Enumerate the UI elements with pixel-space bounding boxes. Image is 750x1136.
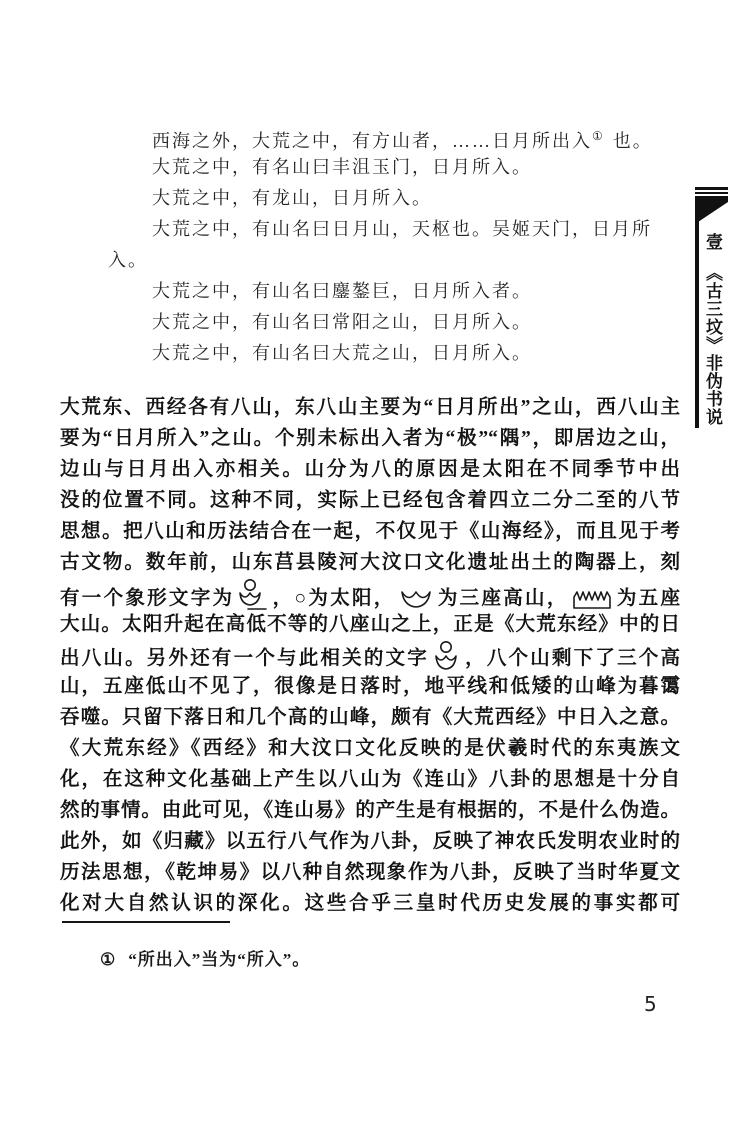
- body-text: ，○为太阳，: [270, 588, 396, 609]
- quote-line: 大荒之中，有山名曰大荒之山，日月所入。: [152, 343, 532, 363]
- body-text: 出八山。另外还有一个与此相关的文字: [60, 648, 429, 669]
- chapter-title: 《古三坟》非伪书说: [703, 264, 722, 426]
- body-line: 大荒东、西经各有八山，东八山主要为“日月所出”之山，西八山主: [60, 397, 680, 418]
- footnote-ref-marker: ①: [592, 129, 603, 143]
- body-text: ，八个山剩下了三个高: [462, 648, 680, 669]
- body-line: 古文物。数年前，山东莒县陵河大汶口文化遗址出土的陶器上，刻: [60, 552, 680, 573]
- body-text: 为三座高山，: [435, 588, 569, 609]
- five-peak-mountain-glyph-icon: [572, 586, 612, 610]
- quote-text: 西海之外，大荒之中，有方山者，……日月所出入: [152, 131, 592, 151]
- body-line: 吞噬。只留下落日和几个高的山峰，颇有《大荒西经》中日入之意。: [60, 707, 680, 728]
- quote-block: [108, 121, 693, 369]
- quote-line: 大荒之中，有龙山，日月所入。: [152, 188, 432, 208]
- dawenkou-sun-fire-mountain-glyph-icon: [237, 578, 267, 610]
- body-text: 为五座: [614, 588, 680, 609]
- quote-line: 大荒之中，有山名曰鏖鏊巨，日月所入者。: [152, 281, 532, 301]
- body-line: 大山。太阳升起在高低不等的八座山之上，正是《大荒东经》中的日: [60, 614, 680, 635]
- footnote-divider: [62, 921, 230, 923]
- footnote-text: “所出入”当为“所入”。: [128, 950, 311, 969]
- sidebar-top-rule: [695, 187, 728, 190]
- body-line: 化，在这种文化基础上产生以八山为《连山》八卦的思想是十分自: [60, 769, 680, 790]
- body-line: 然的事情。由此可见，《连山易》的产生是有根据的，不是什么伪造。: [60, 800, 680, 821]
- body-line: 边山与日月出入亦相关。山分为八的原因是太阳在不同季节中出: [60, 459, 680, 480]
- quote-line-continuation: 入。: [108, 250, 148, 270]
- body-line: 没的位置不同。这种不同，实际上已经包含着四立二分二至的八节: [60, 490, 680, 511]
- sidebar-vertical-rule: [695, 196, 699, 428]
- quote-line: [108, 121, 693, 152]
- quote-line: 大荒之中，有山名曰日月山，天枢也。吴姬天门，日月所: [152, 219, 652, 239]
- body-line: 山，五座低山不见了，很像是日落时，地平线和低矮的山峰为暮霭: [60, 676, 680, 697]
- sun-over-three-mountains-glyph-icon: [432, 640, 460, 670]
- page-number: 5: [644, 992, 657, 1016]
- body-line: 要为“日月所入”之山。个别未标出入者为“极”“隅”，即居边之山，: [60, 428, 680, 449]
- sidebar-corner-wedge: [695, 196, 728, 222]
- footnote: [100, 945, 310, 970]
- chapter-number: 壹: [703, 233, 722, 251]
- body-line: 此外，如《归藏》以五行八气作为八卦，反映了神农氏发明农业时的: [60, 831, 680, 852]
- quote-line: 大荒之中，有名山曰丰沮玉门，日月所入。: [152, 157, 532, 177]
- body-text: 有一个象形文字为: [60, 588, 235, 609]
- body-line-with-glyphs: [60, 578, 680, 609]
- body-paragraph: [60, 392, 680, 919]
- quote-line: 大荒之中，有山名曰常阳之山，日月所入。: [152, 312, 532, 332]
- chapter-title-vertical: [701, 233, 725, 443]
- footnote-marker: ①: [100, 950, 117, 969]
- body-line-with-glyphs: [60, 640, 680, 671]
- body-line: 《大荒东经》《西经》和大汶口文化反映的是伏羲时代的东夷族文: [60, 738, 680, 759]
- body-line: 思想。把八山和历法结合在一起，不仅见于《山海经》，而且见于考: [60, 521, 680, 542]
- three-peak-mountain-glyph-icon: [399, 586, 433, 610]
- body-line: 历法思想，《乾坤易》以八种自然现象作为八卦，反映了当时华夏文: [60, 862, 680, 883]
- quote-text: 也。: [612, 131, 653, 151]
- sidebar-top-rule-thin: [695, 192, 728, 194]
- body-line: 化对大自然认识的深化。这些合乎三皇时代历史发展的事实都可: [60, 893, 680, 914]
